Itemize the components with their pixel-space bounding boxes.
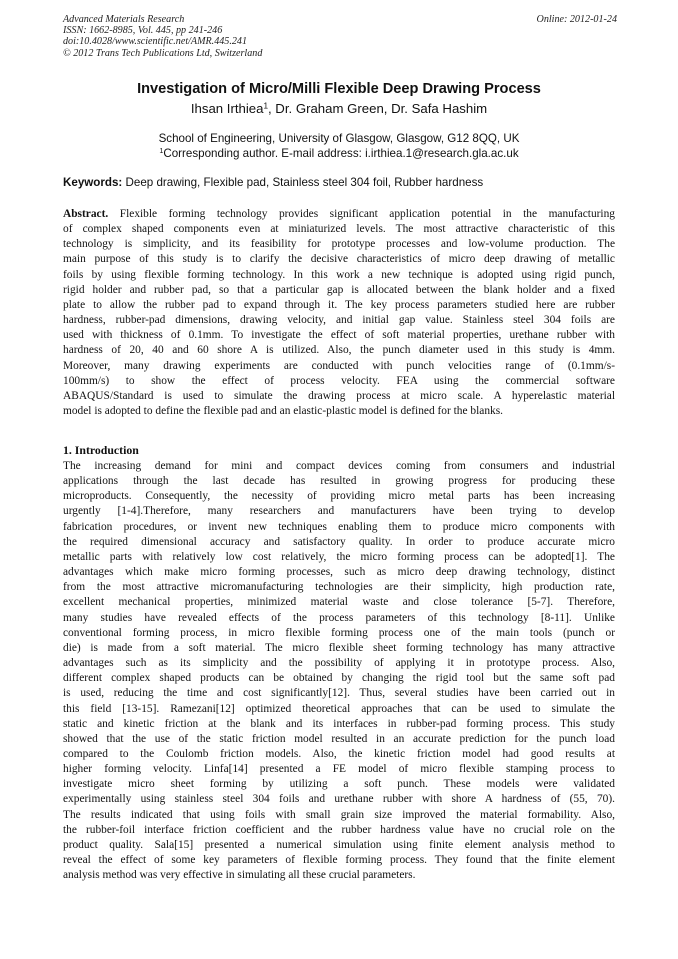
abstract-line: main purpose of this study is to clarify the decisive characteristics of micro deep drawing of metallic	[63, 253, 615, 266]
abstract-line: used with thickness of 0.1mm. To investigate the effect of soft material properties, urethane rubber with	[63, 329, 615, 342]
abstract	[63, 207, 615, 419]
affiliation: School of Engineering, University of Glasgow, Glasgow, G12 8QQ, UK	[158, 132, 520, 145]
body-line: excellent mechanical properties, minimized material waste and close tolerance [5-7]. Therefore,	[63, 596, 615, 609]
body-line: investigate micro sheet forming by utilizing a soft punch. These models were validated	[63, 778, 615, 791]
body-line: The results indicated that using foils with small grain size improved the material formability. Also,	[63, 808, 615, 821]
introduction-body	[63, 459, 615, 883]
affiliation-block	[0, 132, 678, 161]
body-line: experimentally using stainless steel 304 foils and urethane rubber with shore A hardness of (55, 70).	[63, 793, 615, 806]
body-line: die) is made from a soft material. The micro flexible sheet forming technology has many attractive	[63, 641, 615, 654]
body-line: static and kinetic friction at the blank and its interfaces in rubber-pad forming process. This study	[63, 717, 615, 730]
abstract-line: rigid holder and rubber pad, so that a particular gap is allocated between the blank holder and a fixed	[63, 283, 615, 296]
body-line: applications through the last decade has resulted in growing progress for producing these	[63, 475, 615, 488]
abstract-line	[63, 207, 615, 222]
abstract-label: Abstract.	[63, 208, 109, 220]
body-line: advantages such as its simplicity and the possibility of applying it in prototype process. Also,	[63, 657, 615, 670]
corresponding-mark: 1	[159, 145, 164, 155]
author-first: Ihsan Irthiea	[190, 101, 264, 116]
abstract-line: technology is simplicity, and its feasibility for prototype processes and low-volume production. The	[63, 238, 615, 251]
abstract-line: of complex shaped components even at miniaturized levels. The most attractive characteristic of this	[63, 223, 615, 236]
issn-line: ISSN: 1662-8985, Vol. 445, pp 241-246	[63, 25, 223, 37]
online-date: Online: 2012-01-24	[536, 14, 617, 25]
paper-title: Investigation of Micro/Milli Flexible Deep Drawing Process	[137, 81, 541, 97]
abstract-line: Moreover, many drawing experiments are conducted with punch velocities range of (0.1mm/s-	[63, 359, 615, 372]
corresponding-text: Corresponding author. E-mail address: i.irthiea.1@research.gla.ac.uk	[163, 146, 519, 160]
body-line: reveal the effect of some key parameters of flexible forming process. They found that the finite element	[63, 854, 615, 867]
copyright-line: © 2012 Trans Tech Publications Ltd, Switzerland	[63, 47, 263, 59]
journal-header	[63, 14, 617, 59]
body-line: product quality. Sala[15] presented a numerical simulation using finite element analysis method to	[63, 838, 615, 851]
body-line: different complex shaped products can be obtained by changing the rigid tool but the same soft pad	[63, 672, 615, 685]
author-footnote-mark: 1	[263, 101, 268, 111]
body-line: microproducts. Consequently, the necessity of providing micro metal parts has been increasing	[63, 490, 615, 503]
keywords-text: Deep drawing, Flexible pad, Stainless steel 304 foil, Rubber hardness	[122, 176, 484, 189]
corresponding-author	[0, 147, 678, 162]
body-line: from the most attractive micromanufacturing technologies are their simplicity, high production rate,	[63, 581, 615, 594]
abstract-line: hardness, rubber-pad dimensions, drawing velocity, and initial gap value. Stainless steel 304 foils are	[63, 314, 615, 327]
body-line: advantages which make micro forming processes, such as micro deep drawing technology, distinct	[63, 566, 615, 579]
body-line: showed that the use of the static friction model resulted in an accurate prediction for the punch load	[63, 732, 615, 745]
abstract-line: 100mm/s) to show the effect of process velocity. FEA using the commercial software	[63, 374, 615, 387]
author-rest: , Dr. Graham Green, Dr. Safa Hashim	[267, 101, 488, 116]
body-line: fabrication procedures, or invent new techniques enabling them to produce micro components with	[63, 520, 615, 533]
body-line: urgently [1-4].Therefore, many researchers and manufacturers have been trying to develop	[63, 505, 615, 518]
body-line: is used, reducing the time and cost significantly[12]. Thus, several studies have been carried out in	[63, 687, 615, 700]
body-line: metallic parts with relatively low cost relatively, the micro forming process can be adopted[1]. The	[63, 550, 615, 563]
body-line: the required dimensional accuracy and satisfactory quality. In order to produce accurate micro	[63, 535, 615, 548]
body-line: analysis method was very effective in simulating all these crucial parameters.	[63, 869, 416, 882]
abstract-first-text: Flexible forming technology provides significant application potential in the manufacturing	[108, 208, 615, 220]
abstract-line: ABAQUS/Standard is used to simulate the drawing process at micro scale. A hyperelastic material	[63, 389, 615, 402]
body-line: higher forming velocity. Linfa[14] presented a FE model of micro flexible stamping process to	[63, 763, 615, 776]
abstract-line: foils by using flexible forming technology. In this work a new technique is adopted using rigid punch,	[63, 268, 615, 281]
journal-name: Advanced Materials Research	[63, 14, 185, 25]
body-line: this field [13-15]. Ramezani[12] optimized theoretical approaches that can be used to simulate the	[63, 702, 615, 715]
abstract-line: model is adopted to define the flexible pad and an elastic-plastic model is defined for the blanks.	[63, 405, 503, 418]
abstract-line: hardness of 20, 40 and 60 shore A is utilized. Also, the punch diameter used in this study is 4mm.	[63, 344, 615, 357]
abstract-line: plate to allow the rubber pad to expand through it. The key process parameters studied here are rubber	[63, 298, 615, 311]
body-line: many studies have revealed effects of the process parameters of this technology [8-11]. Unlike	[63, 611, 615, 624]
body-line: conventional forming process, in micro flexible forming process one of the main tools (punch or	[63, 626, 615, 639]
keywords-label: Keywords:	[63, 176, 123, 189]
doi-line: doi:10.4028/www.scientific.net/AMR.445.241	[63, 36, 248, 48]
body-line: The increasing demand for mini and compact devices coming from consumers and industrial	[63, 460, 615, 472]
author-list	[0, 100, 678, 118]
body-line: compared to the Coulomb friction models. Also, the kinetic friction model had good results at	[63, 747, 615, 760]
body-line: the rubber-foil interface friction coefficient and the rubber hardness value have no crucial role on the	[63, 823, 615, 836]
section-heading-introduction: 1. Introduction	[63, 443, 139, 457]
keywords	[63, 176, 623, 190]
